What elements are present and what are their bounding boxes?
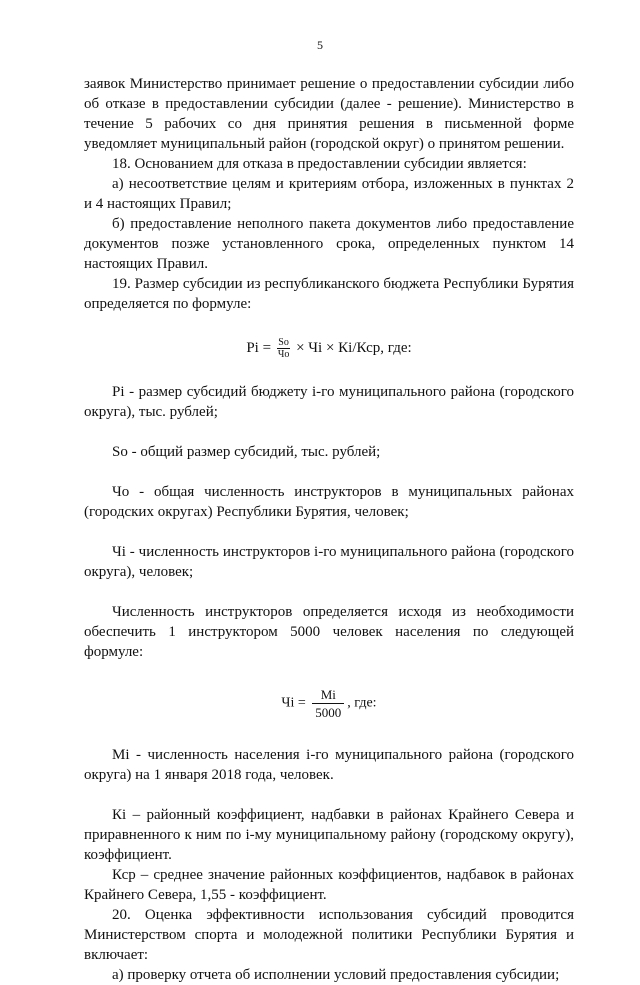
formula-rhs: × Чi × Кi/Кср, где: [296, 340, 412, 356]
formula-rhs: , где: [347, 695, 377, 711]
paragraph: Кср – среднее значение районных коэффициентов, надбавок в районах Крайнего Севера, 1,55 - коэффициент. [84, 867, 574, 903]
formula-lhs: Pi = [246, 340, 272, 356]
paragraph: Численность инструкторов определяется исходя из необходимости обеспечить 1 инструктором 5000 человек населения по следующей формуле: [84, 604, 574, 660]
paragraph: So - общий размер субсидий, тыс. рублей; [112, 444, 381, 460]
paragraph: Pi - размер субсидий бюджету i-го муниципального района (городского округа), тыс. рублей; [84, 384, 574, 420]
formula-lhs: Чi = [281, 695, 306, 711]
formula-denominator: 5000 [315, 705, 342, 720]
formula-fraction [277, 337, 291, 360]
formula-fraction [312, 686, 344, 721]
paragraph: Чо - общая численность инструкторов в муниципальных районах (городских округах) Республики Бурятия, человек; [84, 484, 574, 520]
formula-numerator: So [278, 337, 289, 349]
instructor-formula [84, 686, 574, 721]
paragraph: 19. Размер субсидии из республиканского бюджета Республики Бурятия определяется по формуле: [84, 276, 574, 312]
paragraph: заявок Министерство принимает решение о предоставлении субсидии либо об отказе в предоставлении субсидии (далее - решение). Министерство в течение 5 рабочих со дня принятия решения в письменной форме уведомляет муниципальный район (городской округ) о принятом решении. [84, 76, 574, 152]
paragraph: а) проверку отчета об исполнении условий предоставления субсидии; [112, 967, 560, 983]
document-body [84, 74, 574, 985]
paragraph: Mi - численность населения i-го муниципального района (городского округа) на 1 января 2018 года, человек. [84, 747, 574, 783]
formula-numerator: Mi [312, 686, 344, 704]
page-number: 5 [317, 38, 323, 52]
paragraph: а) несоответствие целям и критериям отбора, изложенных в пунктах 2 и 4 настоящих Правил; [84, 176, 574, 212]
paragraph: 20. Оценка эффективности использования субсидий проводится Министерством спорта и молодежной политики Республики Бурятия и включает: [84, 907, 574, 963]
subsidy-formula [84, 336, 574, 360]
paragraph: Чi - численность инструкторов i-го муниципального района (городского округа), человек; [84, 544, 574, 580]
paragraph: 18. Основанием для отказа в предоставлении субсидии является: [112, 156, 527, 172]
paragraph: б) предоставление неполного пакета документов либо предоставление документов позже установленного срока, определенных пунктом 14 настоящих Правил. [84, 216, 574, 272]
formula-denominator: Чо [277, 349, 290, 361]
paragraph: Кi – районный коэффициент, надбавки в районах Крайнего Севера и приравненного к ним по i-му муниципальному району (городскому округу), коэффициент. [84, 807, 574, 863]
